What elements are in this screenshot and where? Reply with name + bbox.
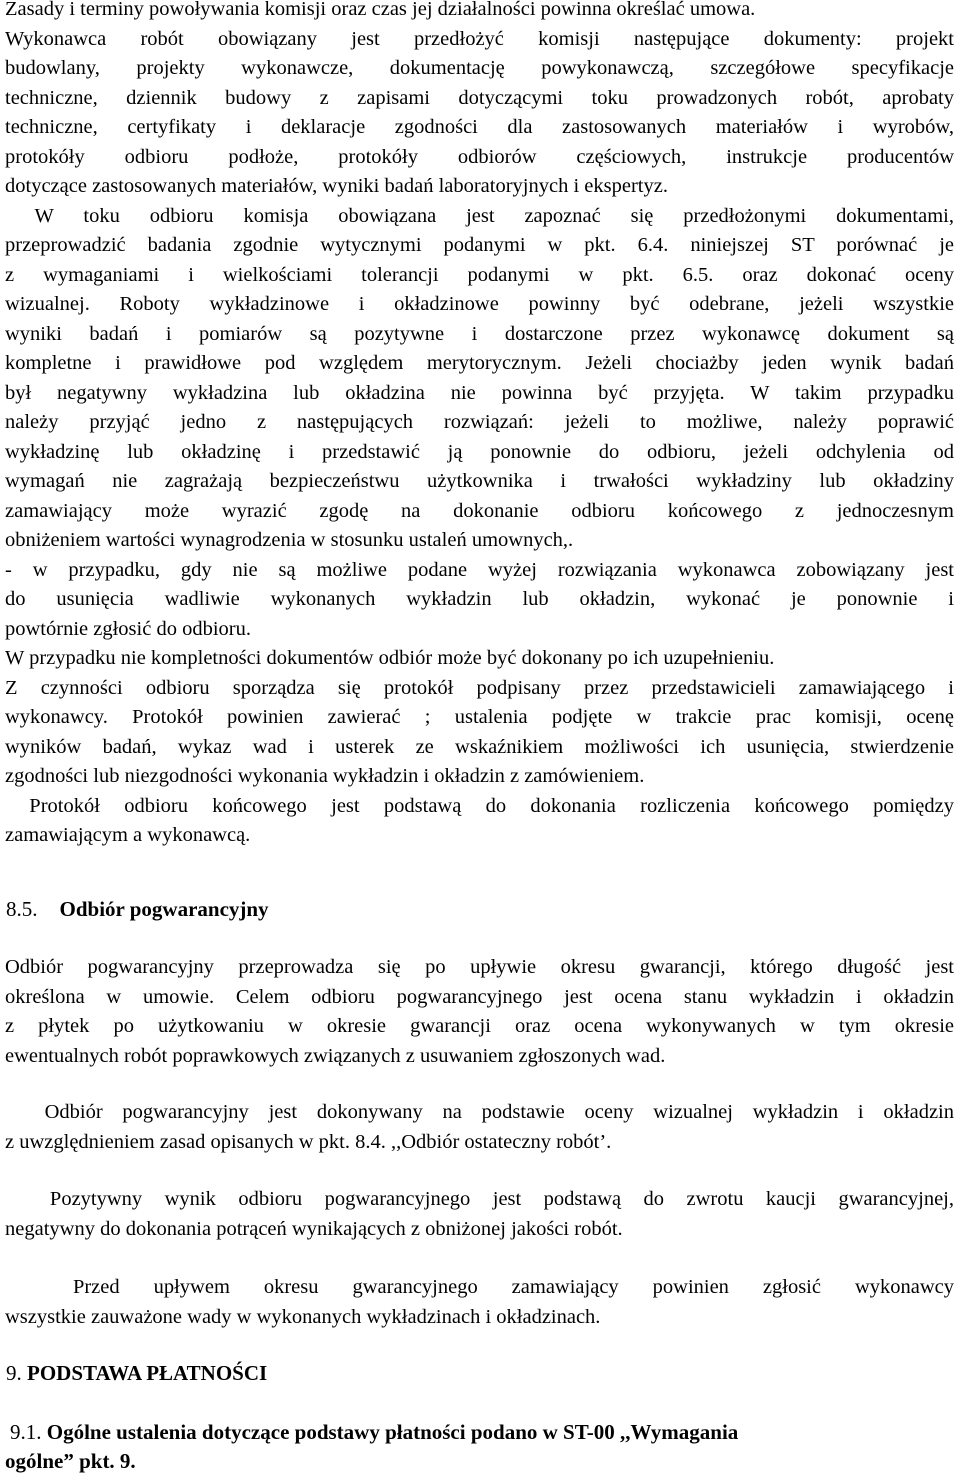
text-line: powtórnie zgłosić do odbioru. [5,617,251,640]
text-line: Protokół odbioru końcowego jest podstawą do dokonania rozliczenia końcowego pomiędzy [5,794,954,817]
text-line: zgodności lub niezgodności wykonania wykładzin i okładzin z zamówieniem. [5,765,645,787]
text-line: był negatywny wykładzina lub okładzina nie powinna być przyjęta. W takim przypadku [5,381,954,404]
section-heading-9 [6,1359,267,1387]
text-line: protokóły odbioru podłoże, protokóły odbiorów częściowych, instrukcje producentów [5,145,954,168]
text-line: obniżeniem wartości wynagrodzenia w stosunku ustaleń umownych,. [5,529,574,551]
text-line: W toku odbioru komisja obowiązana jest zapoznać się przedłożonymi dokumentami, [5,204,954,227]
section-title-continued: ogólne” pkt. 9. [5,1448,136,1473]
text-line: wymagań nie zagrażają bezpieczeństwu użytkownika i trwałości wykładziny lub okładziny [5,470,954,492]
text-line: budowlany, projekty wykonawcze, dokumentację powykonawczą, szczegółowe specyfikacje [5,57,954,79]
heading-line [5,1418,920,1447]
text-line: z płytek po użytkowaniu w okresie gwarancji oraz ocena wykonywanych w tym okresie [5,1015,954,1037]
text-line: negatywny do dokonania potrąceń wynikających z obniżonej jakości robót. [5,1217,623,1240]
text-line: wykładzinę lub okładzinę i przedstawić ją ponownie do odbioru, jeżeli odchylenia od [5,440,954,463]
heading-line [5,1447,920,1476]
text-line: Odbiór pogwarancyjny jest dokonywany na podstawie oceny wizualnej wykładzin i okładzin [5,1101,954,1123]
section-number: 9.1. [10,1420,42,1444]
text-line: wszystkie zauważone wady w wykonanych wykładzinach i okładzinach. [5,1305,601,1328]
text-line: Z czynności odbioru sporządza się protokół podpisany przez przedstawicieli zamawiającego i [5,676,954,699]
text-line: z uwzględnieniem zasad opisanych w pkt. 8.4. ,,Odbiór ostateczny robót’. [5,1130,612,1153]
text-line: wizualnej. Roboty wykładzinowe i okładzinowe powinny być odebrane, jeżeli wszystkie [5,293,954,315]
text-line: wyniki badań i pomiarów są pozytywne i dostarczone przez wykonawcę dokument są [5,322,954,345]
text-line: Przed upływem okresu gwarancyjnego zamawiający powinien zgłosić wykonawcy [5,1276,954,1298]
section-heading-8-5 [6,895,269,923]
section-title: PODSTAWA PŁATNOŚCI [27,1361,268,1385]
text-line: techniczne, certyfikaty i deklaracje zgodności dla zastosowanych materiałów i wyrobów, [5,116,954,138]
text-line: techniczne, dziennik budowy z zapisami dotyczącymi toku prowadzonych robót, aprobaty [5,86,954,109]
section-heading-9-1 [5,1418,920,1475]
text-line: zamawiającym a wykonawcą. [5,824,251,846]
text-line: Wykonawca robót obowiązany jest przedłożyć komisji następujące dokumenty: projekt [5,27,954,50]
paragraph-pozytywny-wynik [5,1185,954,1244]
text-line: zamawiający może wyrazić zgodę na dokonanie odbioru końcowego z jednoczesnym [5,499,954,522]
section-title: Ogólne ustalenia dotyczące podstawy płatności podano w ST-00 ,,Wymagania [46,1420,739,1444]
text-line: - w przypadku, gdy nie są możliwe podane wyżej rozwiązania wykonawca zobowiązany jest [5,558,954,581]
text-line: z wymaganiami i wielkościami tolerancji podanymi w pkt. 6.5. oraz dokonać oceny [5,263,954,286]
text-line: do usunięcia wadliwie wykonanych wykładzin lub okładzin, wykonać je ponownie i [5,588,954,610]
text-line: Pozytywny wynik odbioru pogwarancyjnego jest podstawą do zwrotu kaucji gwarancyjnej, [5,1188,954,1210]
body-block-odbior [5,0,954,851]
text-line: ewentualnych robót poprawkowych związanych z usuwaniem zgłoszonych wad. [5,1044,666,1067]
section-number: 8.5. [6,897,38,921]
paragraph-zglaszanie-wad [5,1273,954,1332]
text-line: wykonawcy. Protokół powinien zawierać ; ustalenia podjęte w trakcie prac komisji, ocenę [5,706,954,728]
paragraph-ocena-wizualna [5,1098,954,1157]
text-line: wyników badań, wykaz wad i usterek ze wskaźnikiem możliwości ich usunięcia, stwierdzenie [5,735,954,758]
text-line: kompletne i prawidłowe pod względem merytorycznym. Jeżeli chociażby jeden wynik badań [5,352,954,374]
section-number: 9. [6,1361,22,1385]
text-line: Odbiór pogwarancyjny przeprowadza się po upływie okresu gwarancji, którego długość jest [5,956,954,978]
text-line: przeprowadzić badania zgodnie wytycznymi podanymi w pkt. 6.4. niniejszej ST porównać je [5,234,954,256]
text-line: należy przyjąć jedno z następujących rozwiązań: jeżeli to możliwe, należy poprawić [5,411,954,433]
text-line: Zasady i terminy powoływania komisji oraz czas jej działalności powinna określać umowa. [5,0,756,20]
paragraph-odbior-pogwarancyjny [5,953,954,1071]
text-line: określona w umowie. Celem odbioru pogwarancyjnego jest ocena stanu wykładzin i okładzin [5,985,954,1008]
section-title: Odbiór pogwarancyjny [59,897,269,921]
text-line: dotyczące zastosowanych materiałów, wyniki badań laboratoryjnych i ekspertyz. [5,175,668,197]
text-line: W przypadku nie kompletności dokumentów odbiór może być dokonany po ich uzupełnieniu. [5,647,775,669]
